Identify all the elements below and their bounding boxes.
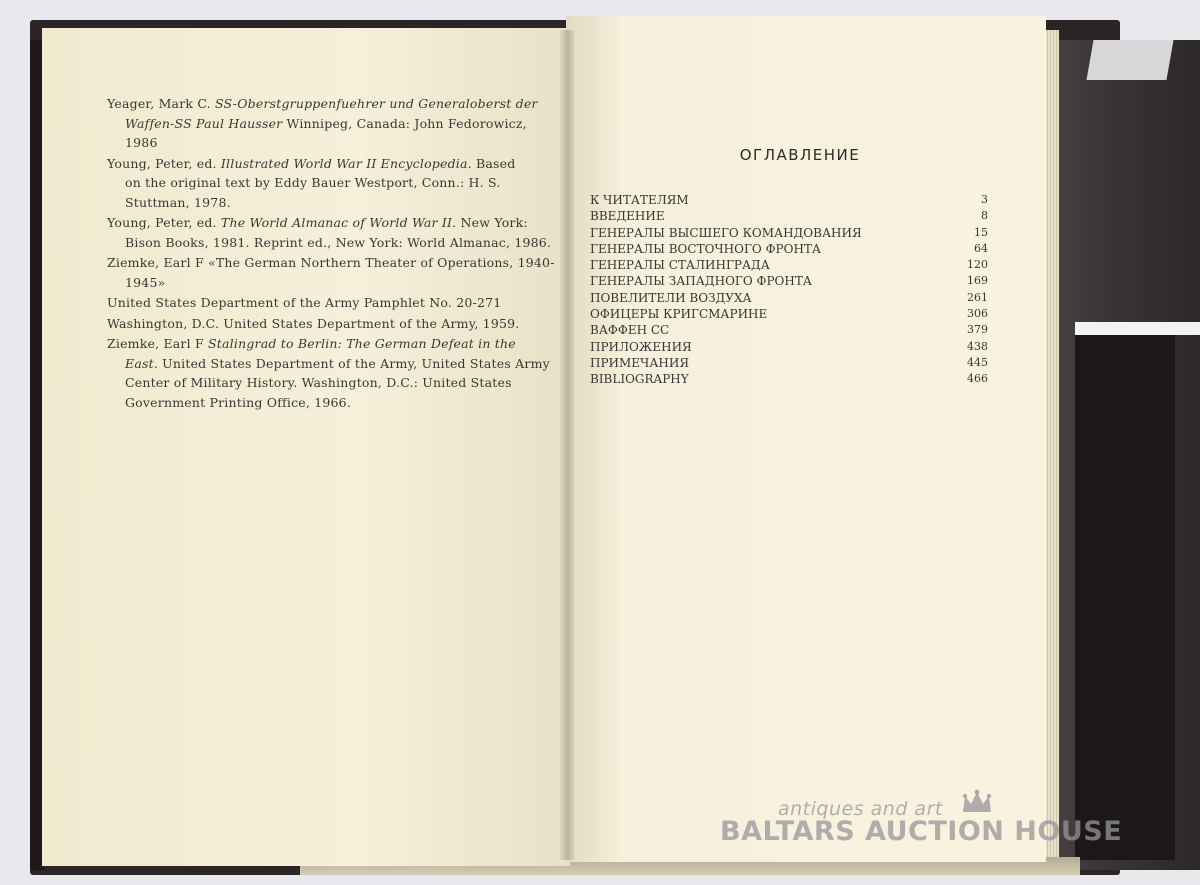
- toc-chapter-title: ГЕНЕРАЛЫ ЗАПАДНОГО ФРОНТА: [590, 274, 812, 289]
- bibliography-entry: [107, 314, 527, 334]
- toc-page-number: 64: [974, 241, 988, 255]
- citation-text: Washington, D.C. United States Department of the Army, 1959.: [107, 315, 520, 331]
- toc-page-number: 379: [967, 323, 988, 337]
- bibliography-entry: [107, 154, 527, 213]
- toc-page-number: 445: [967, 355, 988, 369]
- toc-page-number: 306: [967, 307, 988, 321]
- bibliography-line: [107, 213, 527, 233]
- toc-row: [590, 371, 988, 387]
- toc-page-number: 120: [967, 258, 988, 272]
- page-edges: [1045, 30, 1059, 865]
- italic-title: East.: [125, 355, 158, 371]
- toc-chapter-title: ВАФФЕН СС: [590, 323, 670, 338]
- crown-icon: [960, 788, 994, 818]
- toc-page-number: 3: [981, 193, 988, 206]
- citation-text: Winnipeg, Canada: John Fedorowicz,: [282, 115, 527, 131]
- dust-jacket-stripe: [1075, 322, 1200, 335]
- bibliography-line: [107, 314, 527, 334]
- dust-jacket-dark-panel: [1075, 335, 1175, 860]
- bibliography-line: [107, 133, 527, 153]
- bibliography-line: [107, 293, 527, 313]
- toc-row: [590, 225, 988, 241]
- bibliography-line: [107, 273, 527, 293]
- toc-title: ОГЛАВЛЕНИЕ: [739, 146, 861, 164]
- citation-text: 1986: [125, 135, 158, 150]
- italic-title: Illustrated World War II Encyclopedia.: [220, 155, 472, 171]
- citation-text: Ziemke, Earl F: [107, 336, 209, 351]
- toc-chapter-title: ГЕНЕРАЛЫ ВЫСШЕГО КОМАНДОВАНИЯ: [590, 225, 862, 240]
- toc-page-number: 466: [967, 372, 988, 386]
- toc-row: [590, 208, 988, 224]
- toc-page-number: 438: [967, 339, 988, 353]
- toc-chapter-title: ГЕНЕРАЛЫ ВОСТОЧНОГО ФРОНТА: [590, 241, 822, 256]
- toc-chapter-title: ОФИЦЕРЫ КРИГСМАРИНЕ: [590, 307, 768, 322]
- bibliography-line: [107, 114, 527, 134]
- table-of-contents: [590, 192, 988, 388]
- watermark-tagline: antiques and art: [778, 798, 943, 820]
- citation-text: Young, Peter, ed.: [107, 155, 221, 171]
- toc-row: [590, 322, 988, 338]
- dust-jacket-torn-corner: [1086, 40, 1173, 80]
- bibliography-entry: [107, 253, 555, 292]
- toc-page-number: 261: [967, 290, 988, 304]
- bibliography-line: [107, 393, 527, 413]
- bibliography-line: [107, 154, 527, 174]
- toc-row: [590, 257, 988, 273]
- bibliography-list: [107, 94, 555, 413]
- citation-text: Young, Peter, ed.: [107, 215, 221, 230]
- bibliography-line: [107, 373, 527, 393]
- citation-text: Ziemke, Earl F «The German Northern Theater of Operations, 1940-: [107, 255, 555, 270]
- toc-row: [590, 290, 988, 306]
- citation-text: 1945»: [125, 274, 166, 290]
- citation-text: on the original text by Eddy Bauer Westport, Conn.: H. S.: [125, 175, 501, 190]
- citation-text: Yeager, Mark C.: [107, 96, 216, 111]
- book-gutter: [560, 30, 574, 860]
- bibliography-line: [107, 354, 550, 374]
- citation-text: United States Department of the Army Pamphlet No. 20-271: [107, 295, 502, 310]
- toc-row: [590, 273, 988, 289]
- italic-title: SS-Oberstgruppenfuehrer und Generaloberst der: [215, 96, 538, 111]
- italic-title: Stalingrad to Berlin: The German Defeat in the: [208, 336, 516, 351]
- toc-chapter-title: ВВЕДЕНИЕ: [590, 209, 665, 224]
- toc-chapter-title: ПРИМЕЧАНИЯ: [590, 355, 690, 370]
- citation-text: New York:: [456, 215, 528, 230]
- bibliography-line: [107, 173, 527, 193]
- bibliography-entry: [107, 293, 527, 313]
- toc-row: [590, 241, 988, 257]
- right-page: [566, 16, 1046, 862]
- toc-chapter-title: BIBLIOGRAPHY: [590, 372, 689, 387]
- toc-chapter-title: ПОВЕЛИТЕЛИ ВОЗДУХА: [590, 290, 752, 305]
- bibliography-line: [107, 233, 552, 253]
- toc-row: [590, 192, 988, 208]
- toc-page-number: 169: [967, 274, 988, 288]
- bibliography-line: [107, 193, 527, 213]
- citation-text: Center of Military History. Washington, D.C.: United States: [125, 375, 512, 390]
- toc-row: [590, 339, 988, 355]
- toc-chapter-title: ПРИЛОЖЕНИЯ: [590, 339, 692, 354]
- citation-text: Government Printing Office, 1966.: [125, 394, 352, 410]
- toc-row: [590, 306, 988, 322]
- toc-chapter-title: ГЕНЕРАЛЫ СТАЛИНГРАДА: [590, 258, 770, 273]
- toc-chapter-title: К ЧИТАТЕЛЯМ: [590, 193, 689, 207]
- toc-row: [590, 355, 988, 371]
- bibliography-entry: [107, 334, 550, 412]
- bibliography-line: [107, 94, 538, 114]
- citation-text: United States Department of the Army, United States Army: [158, 355, 550, 371]
- bibliography-entry: [107, 213, 552, 252]
- citation-text: Bison Books, 1981. Reprint ed., New York: World Almanac, 1986.: [125, 234, 552, 250]
- toc-page-number: 15: [974, 225, 988, 239]
- bibliography-line: [107, 334, 527, 354]
- italic-title: Waffen-SS Paul Hausser: [125, 115, 283, 131]
- toc-page-number: 8: [981, 209, 988, 223]
- citation-text: Stuttman, 1978.: [125, 194, 231, 210]
- watermark-name: BALTARS AUCTION HOUSE: [720, 816, 1123, 847]
- citation-text: Based: [471, 155, 516, 171]
- bibliography-entry: [107, 94, 538, 153]
- italic-title: The World Almanac of World War II.: [220, 215, 457, 230]
- bibliography-line: [107, 253, 555, 273]
